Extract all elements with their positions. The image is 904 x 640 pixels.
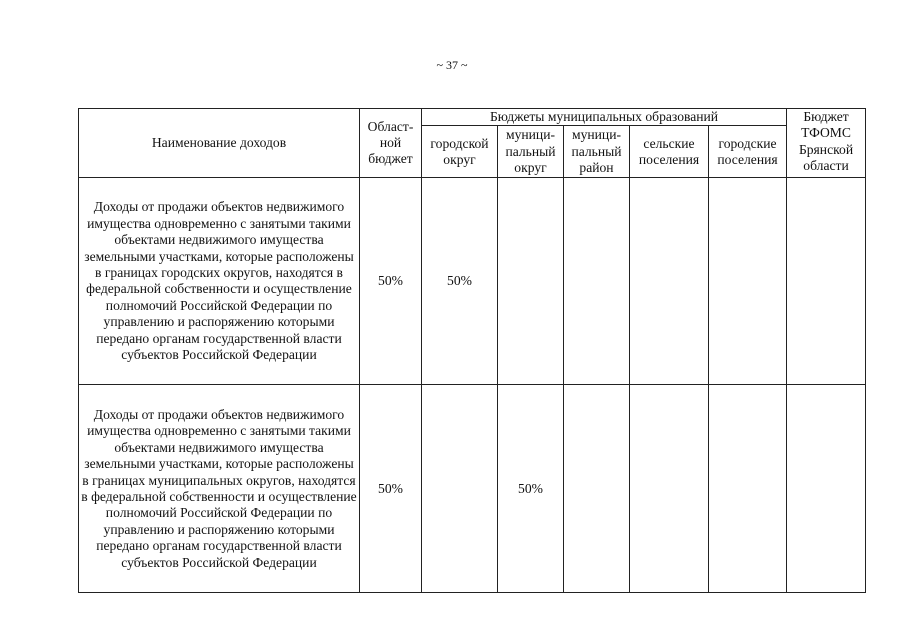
urban-share-cell [709, 178, 787, 385]
municipal-okrug-share-cell [498, 178, 564, 385]
header-urban-settlements: городские поселения [709, 126, 787, 178]
city-district-share-cell: 50% [422, 178, 498, 385]
header-city-district: городской округ [422, 126, 498, 178]
revenue-distribution-table [78, 108, 866, 593]
municipal-okrug-share-cell: 50% [498, 385, 564, 593]
header-municipal-okrug: муници- пальный округ [498, 126, 564, 178]
header-tfoms-budget: Бюджет ТФОМС Брянской области [787, 109, 866, 178]
tfoms-share-cell [787, 385, 866, 593]
table-header [79, 109, 866, 178]
tfoms-share-cell [787, 178, 866, 385]
regional-share-cell: 50% [360, 385, 422, 593]
table-row [79, 178, 866, 385]
header-municipal-rayon: муници- пальный район [564, 126, 630, 178]
header-regional-budget: Област- ной бюджет [360, 109, 422, 178]
header-municipal-budgets: Бюджеты муниципальных образований [422, 109, 787, 126]
urban-share-cell [709, 385, 787, 593]
revenue-name-cell: Доходы от продажи объектов недвижимого имущества одновременно с занятыми такими объектами недвижимого имущества земельными участками, которые расположены в границах городских округов, находятся в федеральной собственности и осуществление полномочий Российской Федерации по управлению и распоряжению которыми передано органам государственной власти субъектов Российской Федерации [79, 178, 360, 385]
header-rural-settlements: сельские поселения [630, 126, 709, 178]
rural-share-cell [630, 178, 709, 385]
table-row [79, 385, 866, 593]
regional-share-cell: 50% [360, 178, 422, 385]
header-revenue-name: Наименование доходов [79, 109, 360, 178]
city-district-share-cell [422, 385, 498, 593]
page-number: ~ 37 ~ [436, 58, 468, 72]
revenue-name-cell: Доходы от продажи объектов недвижимого имущества одновременно с занятыми такими объектами недвижимого имущества земельными участками, которые расположены в границах муниципальных округов, находятся в федеральной собственности и осуществление полномочий Российской Федерации по управлению и распоряжению которыми передано органам государственной власти субъектов Российской Федерации [79, 385, 360, 593]
municipal-rayon-share-cell [564, 178, 630, 385]
municipal-rayon-share-cell [564, 385, 630, 593]
rural-share-cell [630, 385, 709, 593]
